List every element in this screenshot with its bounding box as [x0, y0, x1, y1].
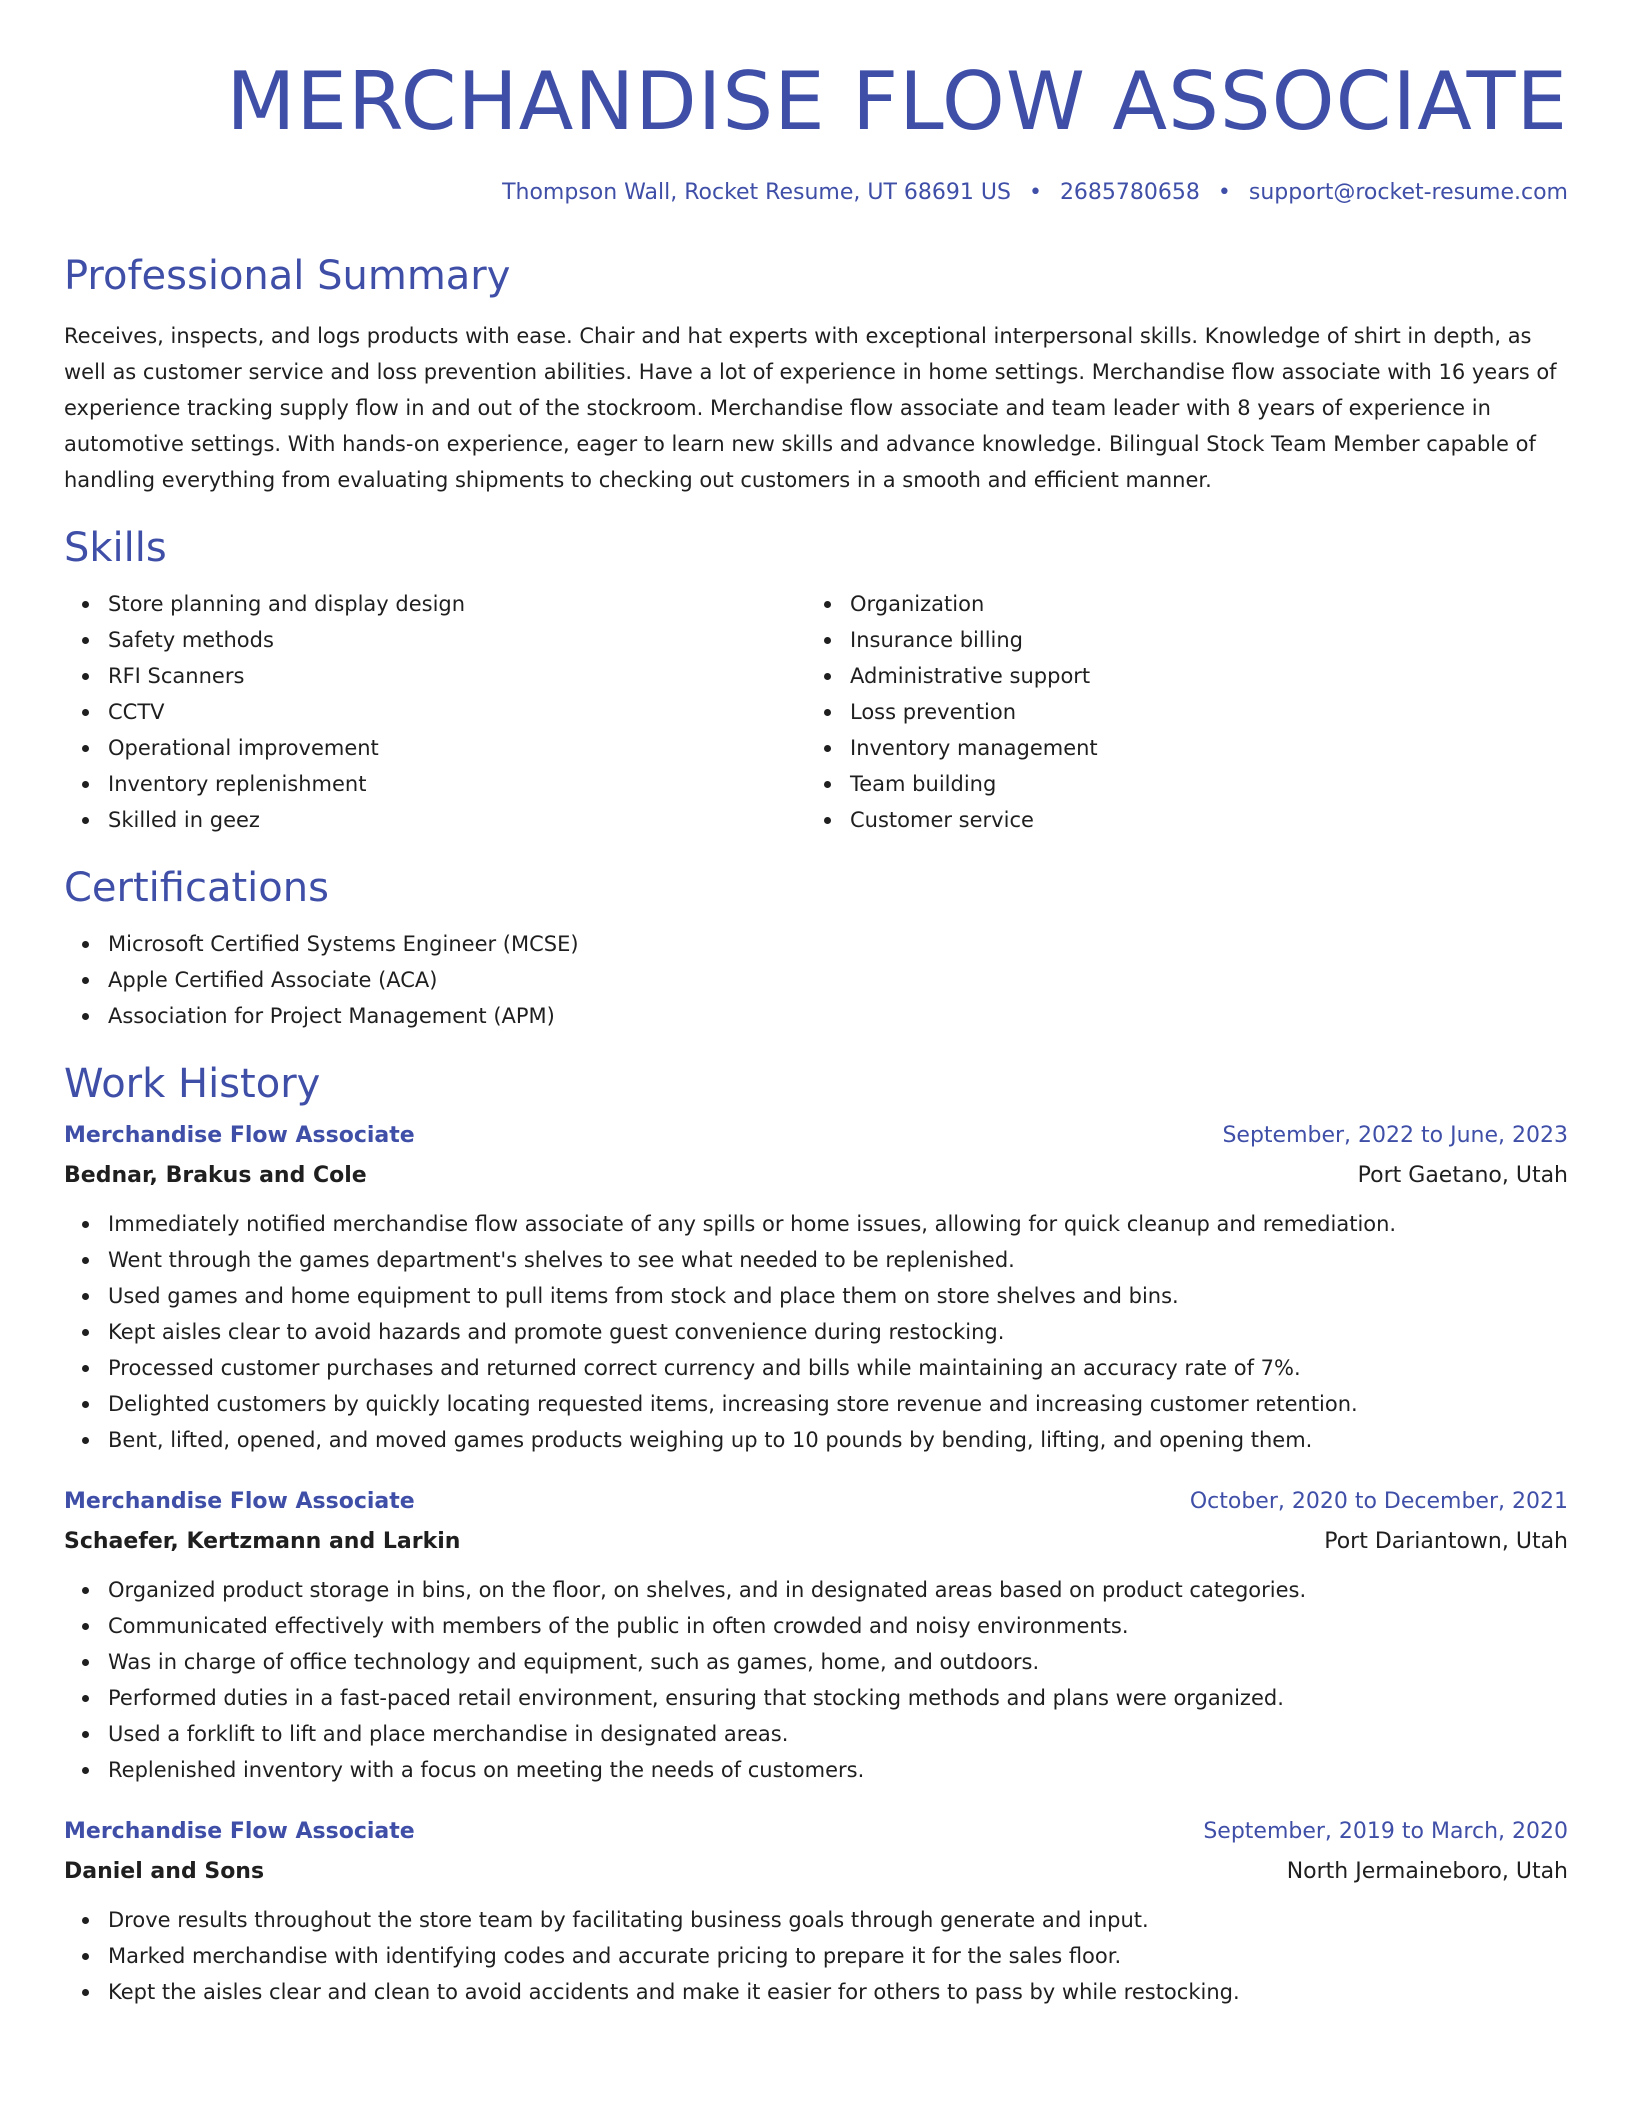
job-duties-list [64, 1572, 1568, 1788]
job-location: Port Dariantown, Utah [1324, 1529, 1568, 1554]
job-duties-list [64, 1902, 1568, 2010]
job-location: Port Gaetano, Utah [1357, 1163, 1568, 1188]
job-subheader [64, 1852, 1568, 1892]
job-dates: October, 2020 to December, 2021 [1189, 1489, 1568, 1514]
job-dates: September, 2019 to March, 2020 [1203, 1819, 1568, 1844]
skill-item: Customer service [850, 802, 1548, 838]
job-duty: Replenished inventory with a focus on meeting the needs of customers. [108, 1752, 1568, 1788]
job-header [64, 1812, 1568, 1852]
contact-phone: 2685780658 [1059, 180, 1200, 205]
certifications-heading: Certifications [64, 865, 329, 911]
job-entry [64, 1482, 1568, 1788]
job-role: Merchandise Flow Associate [64, 1123, 415, 1148]
resume-title: MERCHANDISE FLOW ASSOCIATE [226, 55, 1568, 148]
skill-item: Inventory management [850, 730, 1548, 766]
job-duty: Used games and home equipment to pull items from stock and place them on store shelves and bins. [108, 1278, 1568, 1314]
work-history-heading: Work History [64, 1061, 321, 1107]
job-duty: Kept the aisles clear and clean to avoid accidents and make it easier for others to pass by while restocking. [108, 1974, 1568, 2010]
contact-email[interactable]: support@rocket-resume.com [1248, 180, 1568, 205]
job-subheader [64, 1156, 1568, 1196]
skill-item: Inventory replenishment [108, 766, 806, 802]
contact-line [64, 178, 1568, 208]
job-entry [64, 1116, 1568, 1458]
job-duty: Drove results throughout the store team by facilitating business goals through generate and input. [108, 1902, 1568, 1938]
job-subheader [64, 1522, 1568, 1562]
contact-separator: • [1217, 180, 1231, 205]
job-duty: Processed customer purchases and returned correct currency and bills while maintaining an accuracy rate of 7%. [108, 1350, 1568, 1386]
skill-item: Loss prevention [850, 694, 1548, 730]
skill-item: CCTV [108, 694, 806, 730]
job-location: North Jermaineboro, Utah [1286, 1859, 1568, 1884]
job-company: Bednar, Brakus and Cole [64, 1163, 367, 1188]
job-duty: Went through the games department's shelves to see what needed to be replenished. [108, 1242, 1568, 1278]
job-company: Schaefer, Kertzmann and Larkin [64, 1529, 461, 1554]
job-dates: September, 2022 to June, 2023 [1222, 1123, 1568, 1148]
skill-item: Organization [850, 586, 1548, 622]
skill-item: Skilled in geez [108, 802, 806, 838]
contact-address: Thompson Wall, Rocket Resume, UT 68691 US [502, 180, 1011, 205]
job-duty: Was in charge of office technology and equipment, such as games, home, and outdoors. [108, 1644, 1568, 1680]
skill-item: Operational improvement [108, 730, 806, 766]
job-role: Merchandise Flow Associate [64, 1489, 415, 1514]
job-duty: Immediately notified merchandise flow associate of any spills or home issues, allowing for quick cleanup and remediation. [108, 1206, 1568, 1242]
skills-list [64, 586, 1568, 838]
job-duty: Kept aisles clear to avoid hazards and promote guest convenience during restocking. [108, 1314, 1568, 1350]
skills-heading: Skills [64, 525, 167, 571]
skills-column-left [64, 586, 806, 838]
certification-item: Association for Project Management (APM) [108, 998, 1568, 1034]
job-duty: Organized product storage in bins, on the floor, on shelves, and in designated areas based on product categories. [108, 1572, 1568, 1608]
job-header [64, 1116, 1568, 1156]
job-role: Merchandise Flow Associate [64, 1819, 415, 1844]
job-header [64, 1482, 1568, 1522]
job-company: Daniel and Sons [64, 1859, 265, 1884]
job-duty: Bent, lifted, opened, and moved games products weighing up to 10 pounds by bending, lifting, and opening them. [108, 1422, 1568, 1458]
job-duty: Communicated effectively with members of the public in often crowded and noisy environments. [108, 1608, 1568, 1644]
certification-item: Apple Certified Associate (ACA) [108, 962, 1568, 998]
job-duties-list [64, 1206, 1568, 1458]
skill-item: Administrative support [850, 658, 1548, 694]
skill-item: Safety methods [108, 622, 806, 658]
job-duty: Delighted customers by quickly locating requested items, increasing store revenue and increasing customer retention. [108, 1386, 1568, 1422]
skill-item: RFI Scanners [108, 658, 806, 694]
certification-item: Microsoft Certified Systems Engineer (MCSE) [108, 926, 1568, 962]
summary-heading: Professional Summary [64, 253, 511, 299]
job-entry [64, 1812, 1568, 2010]
summary-text: Receives, inspects, and logs products with ease. Chair and hat experts with exceptional interpersonal skills. Knowledge of shirt in depth, as well as customer service and loss prevention abilities. Have a lot of experience in home settings. Merchandise flow associate with 16 years of experience tracking supply flow in and out of the stockroom. Merchandise flow associate and team leader with 8 years of experience in automotive settings. With hands-on experience, eager to learn new skills and advance knowledge. Bilingual Stock Team Member capable of handling everything from evaluating shipments to checking out customers in a smooth and efficient manner. [64, 324, 1557, 492]
skill-item: Team building [850, 766, 1548, 802]
job-duty: Used a forklift to lift and place merchandise in designated areas. [108, 1716, 1568, 1752]
job-duty: Performed duties in a fast-paced retail environment, ensuring that stocking methods and plans were organized. [108, 1680, 1568, 1716]
job-duty: Marked merchandise with identifying codes and accurate pricing to prepare it for the sales floor. [108, 1938, 1568, 1974]
skill-item: Store planning and display design [108, 586, 806, 622]
skill-item: Insurance billing [850, 622, 1548, 658]
contact-separator: • [1028, 180, 1042, 205]
skills-column-right [806, 586, 1548, 838]
certifications-list [64, 926, 1568, 1034]
